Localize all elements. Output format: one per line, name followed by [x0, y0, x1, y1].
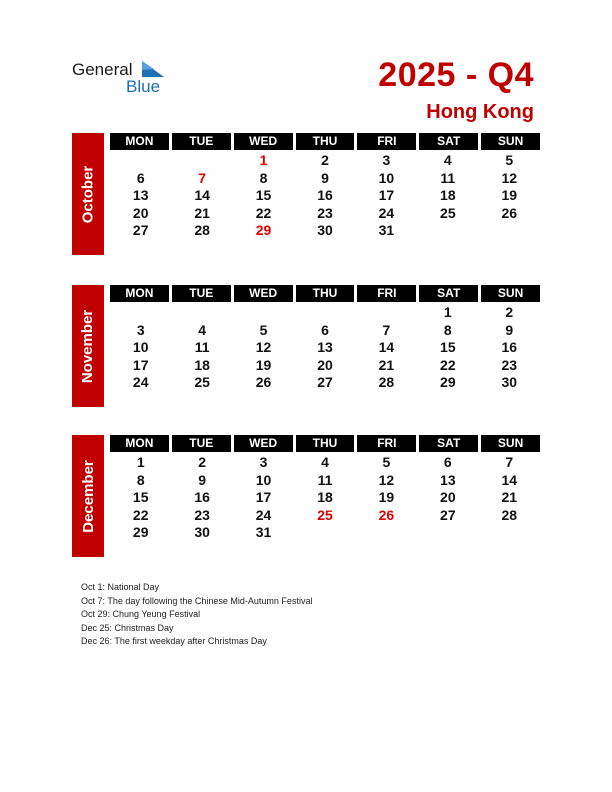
empty-cell — [110, 304, 171, 322]
holiday-note: Oct 1: National Day — [81, 582, 160, 592]
empty-cell — [479, 524, 540, 542]
day-cell: 19 — [255, 356, 272, 373]
day-cell: 20 — [317, 356, 333, 373]
week-row — [110, 222, 540, 240]
week-row — [110, 374, 540, 392]
empty-cell — [356, 304, 417, 322]
day-cell: 9 — [321, 169, 329, 186]
weekday-wed: WED — [234, 133, 293, 150]
weekday-fri: FRI — [357, 285, 416, 302]
weekday-thu: THU — [296, 435, 355, 452]
day-cell: 4 — [198, 321, 207, 338]
month-name: November — [79, 309, 97, 383]
week-row — [110, 170, 540, 188]
month-label-tab — [72, 285, 104, 407]
weekday-sun: SUN — [481, 285, 540, 302]
day-cell: 21 — [194, 204, 210, 221]
weekday-wed: WED — [234, 435, 293, 452]
weekday-tue: TUE — [172, 435, 231, 452]
week-row — [110, 472, 540, 490]
day-cell: 5 — [259, 321, 268, 338]
day-cell: 28 — [501, 506, 518, 523]
day-cell: 6 — [321, 321, 329, 338]
empty-cell — [294, 304, 355, 322]
day-cell: 5 — [382, 454, 391, 470]
holiday-date: 29 — [255, 222, 272, 238]
week-row — [110, 187, 540, 205]
empty-cell — [479, 222, 540, 240]
day-cell: 26 — [501, 204, 518, 221]
day-cell: 17 — [132, 356, 149, 373]
week-row — [110, 489, 540, 507]
day-cell: 10 — [255, 471, 272, 488]
day-cell: 17 — [378, 187, 395, 203]
flag-icon — [142, 61, 164, 77]
day-cell: 2 — [321, 152, 329, 168]
day-cell: 21 — [501, 489, 518, 505]
day-cell: 30 — [317, 222, 333, 238]
weekday-sun: SUN — [481, 133, 540, 150]
empty-cell — [356, 524, 417, 542]
day-cell: 16 — [501, 339, 518, 355]
day-cell: 13 — [317, 339, 333, 355]
day-cell: 23 — [317, 204, 333, 221]
day-cell: 4 — [443, 152, 452, 168]
day-cell: 5 — [505, 152, 514, 168]
month-name: October — [79, 165, 97, 223]
holiday-note: Oct 29: Chung Yeung Festival — [81, 609, 201, 619]
day-cell: 6 — [136, 169, 145, 186]
day-cell: 12 — [378, 471, 395, 488]
month-label-tab — [72, 435, 104, 557]
region-label: Hong Kong — [426, 101, 534, 123]
day-cell: 9 — [505, 321, 514, 338]
day-cell: 17 — [255, 489, 272, 505]
weekday-mon: MON — [110, 285, 169, 302]
day-cell: 26 — [255, 374, 272, 390]
day-grid — [110, 304, 540, 392]
day-cell: 2 — [198, 454, 207, 470]
day-cell: 19 — [378, 489, 395, 505]
day-cell: 25 — [440, 204, 456, 221]
day-cell: 20 — [440, 489, 456, 505]
weekday-thu: THU — [296, 285, 355, 302]
holiday-note: Dec 26: The first weekday after Christmas Day — [81, 636, 267, 646]
day-cell: 13 — [440, 471, 456, 488]
day-cell: 23 — [501, 356, 518, 373]
day-cell: 29 — [132, 524, 149, 540]
holiday-note: Dec 25: Christmas Day — [81, 622, 174, 633]
day-cell: 1 — [443, 304, 452, 320]
day-cell: 10 — [378, 169, 395, 186]
day-cell: 3 — [136, 321, 145, 338]
week-row — [110, 322, 540, 340]
day-cell: 7 — [382, 321, 391, 338]
weekday-fri: FRI — [357, 435, 416, 452]
day-cell: 18 — [440, 187, 456, 203]
week-row — [110, 339, 540, 357]
day-cell: 22 — [255, 204, 272, 221]
holiday-date: 25 — [317, 506, 333, 523]
brand-logo — [72, 58, 172, 98]
day-cell: 16 — [194, 489, 210, 505]
weekday-mon: MON — [110, 435, 169, 452]
weekday-mon: MON — [110, 133, 169, 150]
week-row — [110, 524, 540, 542]
day-cell: 30 — [194, 524, 210, 540]
weekday-tue: TUE — [172, 285, 231, 302]
weekday-header — [110, 133, 540, 150]
holiday-notes — [81, 581, 312, 649]
day-cell: 31 — [378, 222, 395, 238]
day-cell: 3 — [382, 152, 391, 168]
day-cell: 11 — [317, 471, 333, 488]
day-cell: 12 — [255, 339, 272, 355]
day-cell: 18 — [194, 356, 210, 373]
day-cell: 24 — [255, 506, 272, 523]
day-cell: 14 — [501, 471, 518, 488]
day-cell: 4 — [321, 454, 329, 470]
month-label-tab — [72, 133, 104, 255]
day-cell: 20 — [132, 204, 149, 221]
day-cell: 18 — [317, 489, 333, 505]
day-cell: 11 — [194, 339, 210, 355]
day-cell: 3 — [259, 454, 268, 470]
week-row — [110, 357, 540, 375]
weekday-tue: TUE — [172, 133, 231, 150]
day-cell: 27 — [132, 222, 149, 238]
day-cell: 2 — [505, 304, 514, 320]
brand-name-blue: Blue — [126, 77, 161, 96]
day-cell: 6 — [443, 454, 452, 470]
day-cell: 22 — [440, 356, 456, 373]
day-cell: 21 — [378, 356, 395, 373]
day-cell: 11 — [440, 169, 456, 186]
day-cell: 9 — [198, 471, 207, 488]
day-cell: 29 — [440, 374, 456, 390]
day-cell: 8 — [443, 321, 452, 338]
day-cell: 28 — [194, 222, 210, 238]
day-cell: 22 — [132, 506, 149, 523]
day-cell: 31 — [255, 524, 272, 540]
empty-cell — [417, 222, 478, 240]
day-cell: 13 — [132, 187, 149, 203]
day-cell: 8 — [259, 169, 268, 186]
day-cell: 12 — [501, 169, 518, 186]
weekday-sat: SAT — [419, 435, 478, 452]
empty-cell — [110, 152, 171, 170]
day-cell: 14 — [194, 187, 210, 203]
weekday-sun: SUN — [481, 435, 540, 452]
day-cell: 23 — [194, 506, 210, 523]
day-cell: 25 — [194, 374, 210, 390]
day-cell: 10 — [132, 339, 149, 355]
day-cell: 28 — [378, 374, 395, 390]
weekday-wed: WED — [234, 285, 293, 302]
week-row — [110, 507, 540, 525]
week-row — [110, 304, 540, 322]
day-grid — [110, 454, 540, 542]
day-cell: 27 — [440, 506, 456, 523]
empty-cell — [294, 524, 355, 542]
day-grid — [110, 152, 540, 240]
holiday-date: 26 — [378, 506, 395, 523]
empty-cell — [233, 304, 294, 322]
weekday-sat: SAT — [419, 133, 478, 150]
day-cell: 30 — [501, 374, 518, 390]
weekday-header — [110, 285, 540, 302]
day-cell: 8 — [136, 471, 145, 488]
day-cell: 15 — [255, 187, 272, 203]
holiday-date: 7 — [198, 169, 207, 186]
weekday-sat: SAT — [419, 285, 478, 302]
week-row — [110, 152, 540, 170]
week-row — [110, 454, 540, 472]
brand-name-general: General — [72, 60, 133, 79]
empty-cell — [171, 152, 232, 170]
day-cell: 15 — [440, 339, 456, 355]
weekday-header — [110, 435, 540, 452]
day-cell: 24 — [378, 204, 395, 221]
day-cell: 16 — [317, 187, 333, 203]
day-cell: 19 — [501, 187, 518, 203]
day-cell: 24 — [132, 374, 149, 390]
month-name: December — [79, 459, 97, 533]
holiday-date: 1 — [259, 152, 268, 168]
day-cell: 27 — [317, 374, 333, 390]
empty-cell — [171, 304, 232, 322]
holiday-note: Oct 7: The day following the Chinese Mid-Autumn Festival — [81, 595, 313, 606]
day-cell: 1 — [136, 454, 145, 470]
day-cell: 7 — [505, 454, 514, 470]
week-row — [110, 205, 540, 223]
weekday-thu: THU — [296, 133, 355, 150]
empty-cell — [417, 524, 478, 542]
day-cell: 14 — [378, 339, 395, 355]
weekday-fri: FRI — [357, 133, 416, 150]
page-title: 2025 - Q4 — [378, 56, 534, 94]
day-cell: 15 — [132, 489, 149, 505]
